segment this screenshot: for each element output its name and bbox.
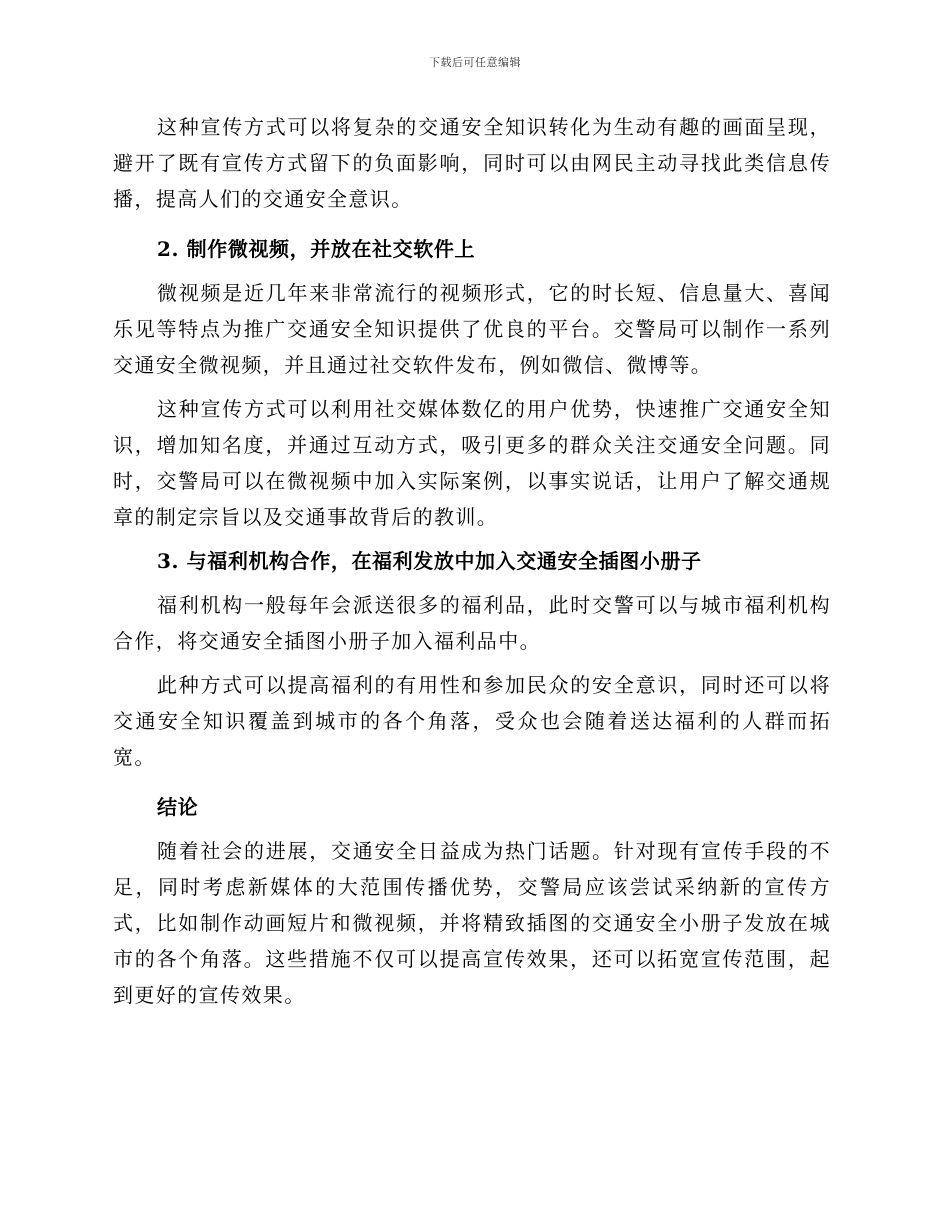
page-header: 下载后可任意编辑 — [429, 56, 521, 69]
section-heading-micro-video: 2. 制作微视频，并放在社交软件上 — [157, 237, 476, 261]
document-body — [113, 109, 831, 1013]
paragraph-micro-video: 微视频是近几年来非常流行的视频形式，它的时长短、信息量大、喜闻乐见等特点为推广交通安全知识提供了优良的平台。交警局可以制作一系列交通安全微视频，并且通过社交软件发布，例如微信、微博等。 — [113, 281, 831, 377]
paragraph-social-media: 这种宣传方式可以利用社交媒体数亿的用户优势，快速推广交通安全知识，增加知名度，并通过互动方式，吸引更多的群众关注交通安全问题。同时，交警局可以在微视频中加入实际案例，以事实说话，让用户了解交通规章的制定宗旨以及交通事故背后的教训。 — [113, 397, 831, 529]
section-heading-welfare: 3. 与福利机构合作，在福利发放中加入交通安全插图小册子 — [157, 549, 702, 573]
paragraph-conclusion: 随着社会的进展，交通安全日益成为热门话题。针对现有宣传手段的不足，同时考虑新媒体的大范围传播优势，交警局应该尝试采纳新的宣传方式，比如制作动画短片和微视频，并将精致插图的交通安全小册子发放在城市的各个角落。这些措施不仅可以提高宣传效果，还可以拓宽宣传范围，起到更好的宣传效果。 — [113, 839, 831, 1007]
section-heading-conclusion: 结论 — [157, 795, 199, 819]
paragraph-welfare-benefits: 此种方式可以提高福利的有用性和参加民众的安全意识，同时还可以将交通安全知识覆盖到城市的各个角落，受众也会随着送达福利的人群而拓宽。 — [113, 673, 831, 769]
paragraph-welfare: 福利机构一般每年会派送很多的福利品，此时交警可以与城市福利机构合作，将交通安全插图小册子加入福利品中。 — [113, 593, 831, 653]
paragraph-animation-benefits: 这种宣传方式可以将复杂的交通安全知识转化为生动有趣的画面呈现，避开了既有宣传方式留下的负面影响，同时可以由网民主动寻找此类信息传播，提高人们的交通安全意识。 — [113, 115, 831, 211]
